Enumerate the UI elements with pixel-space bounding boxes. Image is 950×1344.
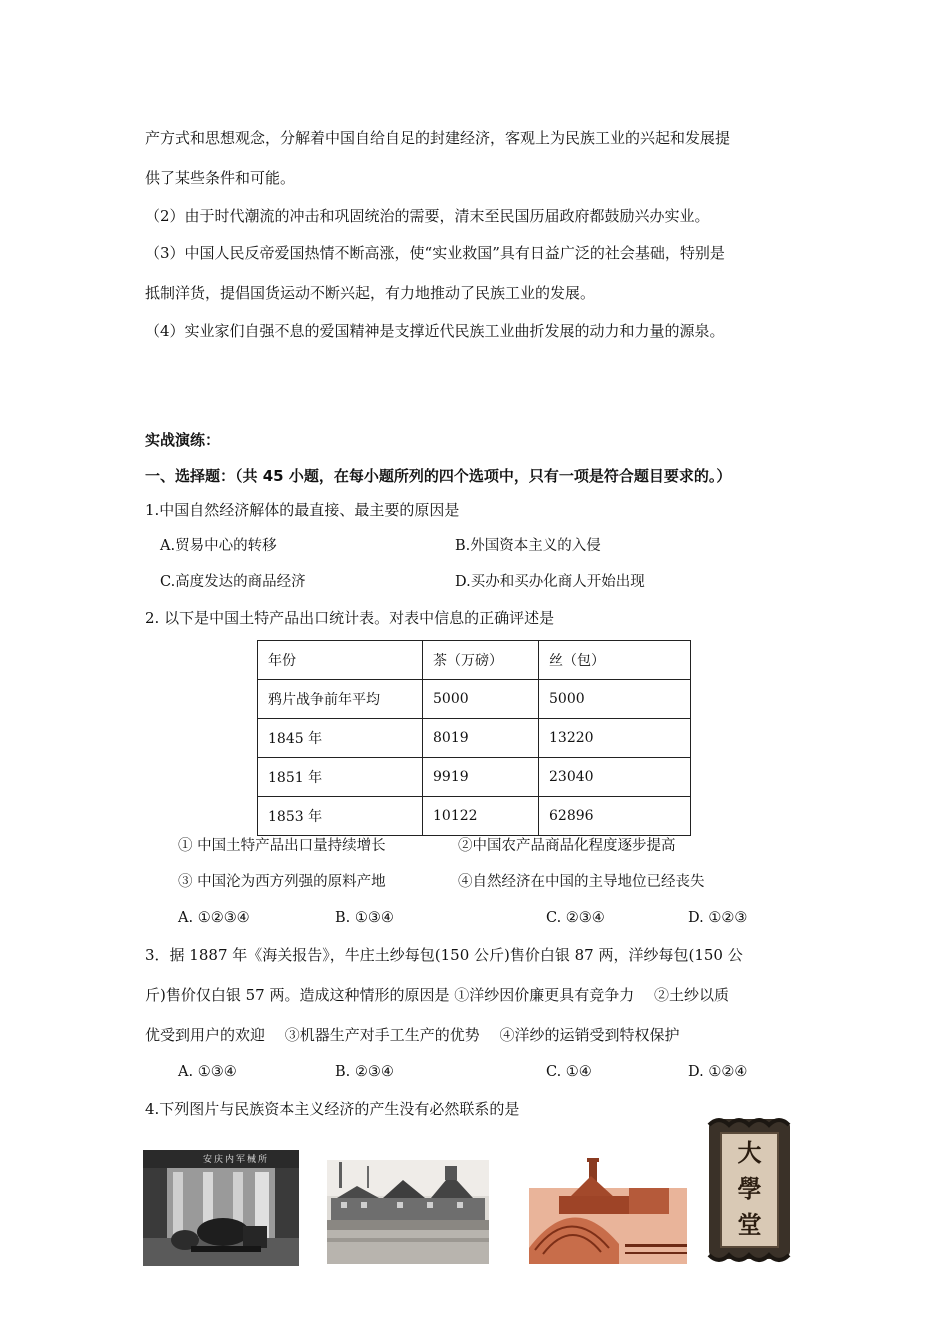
q1-option-a: A.贸易中心的转移 xyxy=(160,538,277,554)
table-row xyxy=(258,797,691,836)
mining-site-photo xyxy=(529,1158,687,1264)
table-cell: 8019 xyxy=(423,719,539,758)
q3-option-a: A. ①③④ xyxy=(178,1064,237,1080)
table-row xyxy=(258,758,691,797)
q2-statement-4: ④自然经济在中国的主导地位已经丧失 xyxy=(458,874,705,890)
export-stats-table xyxy=(257,640,691,836)
intro-line-1: 产方式和思想观念，分解着中国自给自足的封建经济，客观上为民族工业的兴起和发展提 xyxy=(145,129,731,147)
q1-option-d: D.买办和买办化商人开始出现 xyxy=(455,574,645,590)
table-cell: 鸦片战争前年平均 xyxy=(258,680,423,719)
q2-option-c: C. ②③④ xyxy=(546,910,605,926)
q2-stem: 2. 以下是中国土特产品出口统计表。对表中信息的正确评述是 xyxy=(145,609,555,627)
waterfront-buildings-photo xyxy=(327,1160,489,1264)
q1-option-b: B.外国资本主义的入侵 xyxy=(455,538,601,554)
table-header-cell: 丝（包） xyxy=(539,641,691,680)
plaque-inscription xyxy=(721,1135,778,1243)
table-header-cell: 茶（万磅） xyxy=(423,641,539,680)
table-cell: 62896 xyxy=(539,797,691,836)
table-cell: 5000 xyxy=(539,680,691,719)
table-header-cell: 年份 xyxy=(258,641,423,680)
table-cell: 1851 年 xyxy=(258,758,423,797)
q3-line-1: 3．据 1887 年《海关报告》，牛庄土纱每包(150 公斤)售价白银 87 两，洋纱每包(150 公 xyxy=(145,946,743,964)
intro-line-2: 供了某些条件和可能。 xyxy=(145,169,296,187)
plaque-char: 堂 xyxy=(737,1210,762,1239)
section-instructions: 一、选择题：（共 45 小题，在每小题所列的四个选项中，只有一项是符合题目要求的。） xyxy=(145,467,732,485)
table-cell: 9919 xyxy=(423,758,539,797)
photo-caption: 安庆内军械所 xyxy=(203,1155,270,1165)
q2-statement-2: ②中国农产品商品化程度逐步提高 xyxy=(458,838,676,854)
q1-option-c: C.高度发达的商品经济 xyxy=(160,574,306,590)
intro-point-3-line-2: 抵制洋货，提倡国货运动不断兴起，有力地推动了民族工业的发展。 xyxy=(145,284,596,302)
table-header-row xyxy=(258,641,691,680)
q1-stem: 1.中国自然经济解体的最直接、最主要的原因是 xyxy=(145,501,460,519)
intro-point-4: （4）实业家们自强不息的爱国精神是支撑近代民族工业曲折发展的动力和力量的源泉。 xyxy=(145,322,725,340)
arsenal-workshop-photo xyxy=(143,1150,299,1266)
table-cell: 1845 年 xyxy=(258,719,423,758)
practice-heading: 实战演练： xyxy=(145,431,221,449)
intro-point-2: （2）由于时代潮流的冲击和巩固统治的需要，清末至民国历届政府都鼓励兴办实业。 xyxy=(145,207,710,225)
q4-stem: 4.下列图片与民族资本主义经济的产生没有必然联系的是 xyxy=(145,1100,520,1118)
plaque-char: 大 xyxy=(737,1138,762,1167)
table-cell: 23040 xyxy=(539,758,691,797)
q2-option-d: D. ①②③ xyxy=(688,910,748,926)
table-cell: 1853 年 xyxy=(258,797,423,836)
table-cell: 10122 xyxy=(423,797,539,836)
table-cell: 13220 xyxy=(539,719,691,758)
intro-point-3-line-1: （3）中国人民反帝爱国热情不断高涨，使“实业救国”具有日益广泛的社会基础，特别是 xyxy=(145,244,725,262)
q3-option-b: B. ②③④ xyxy=(335,1064,394,1080)
q2-option-a: A. ①②③④ xyxy=(178,910,250,926)
plaque-char: 學 xyxy=(737,1174,762,1203)
table-row xyxy=(258,719,691,758)
q2-option-b: B. ①③④ xyxy=(335,910,394,926)
table-row xyxy=(258,680,691,719)
q3-line-3: 优受到用户的欢迎 ③机器生产对手工生产的优势 ④洋纱的运销受到特权保护 xyxy=(145,1026,680,1044)
q3-line-2: 斤)售价仅白银 57 两。造成这种情形的原因是 ①洋纱因价廉更具有竞争力 ②土纱以质 xyxy=(145,986,730,1004)
q3-option-d: D. ①②④ xyxy=(688,1064,748,1080)
q2-statement-1: ① 中国土特产品出口量持续增长 xyxy=(178,838,386,854)
q3-option-c: C. ①④ xyxy=(546,1064,592,1080)
table-cell: 5000 xyxy=(423,680,539,719)
q2-statement-3: ③ 中国沦为西方列强的原料产地 xyxy=(178,874,386,890)
imperial-university-plaque xyxy=(705,1113,794,1266)
